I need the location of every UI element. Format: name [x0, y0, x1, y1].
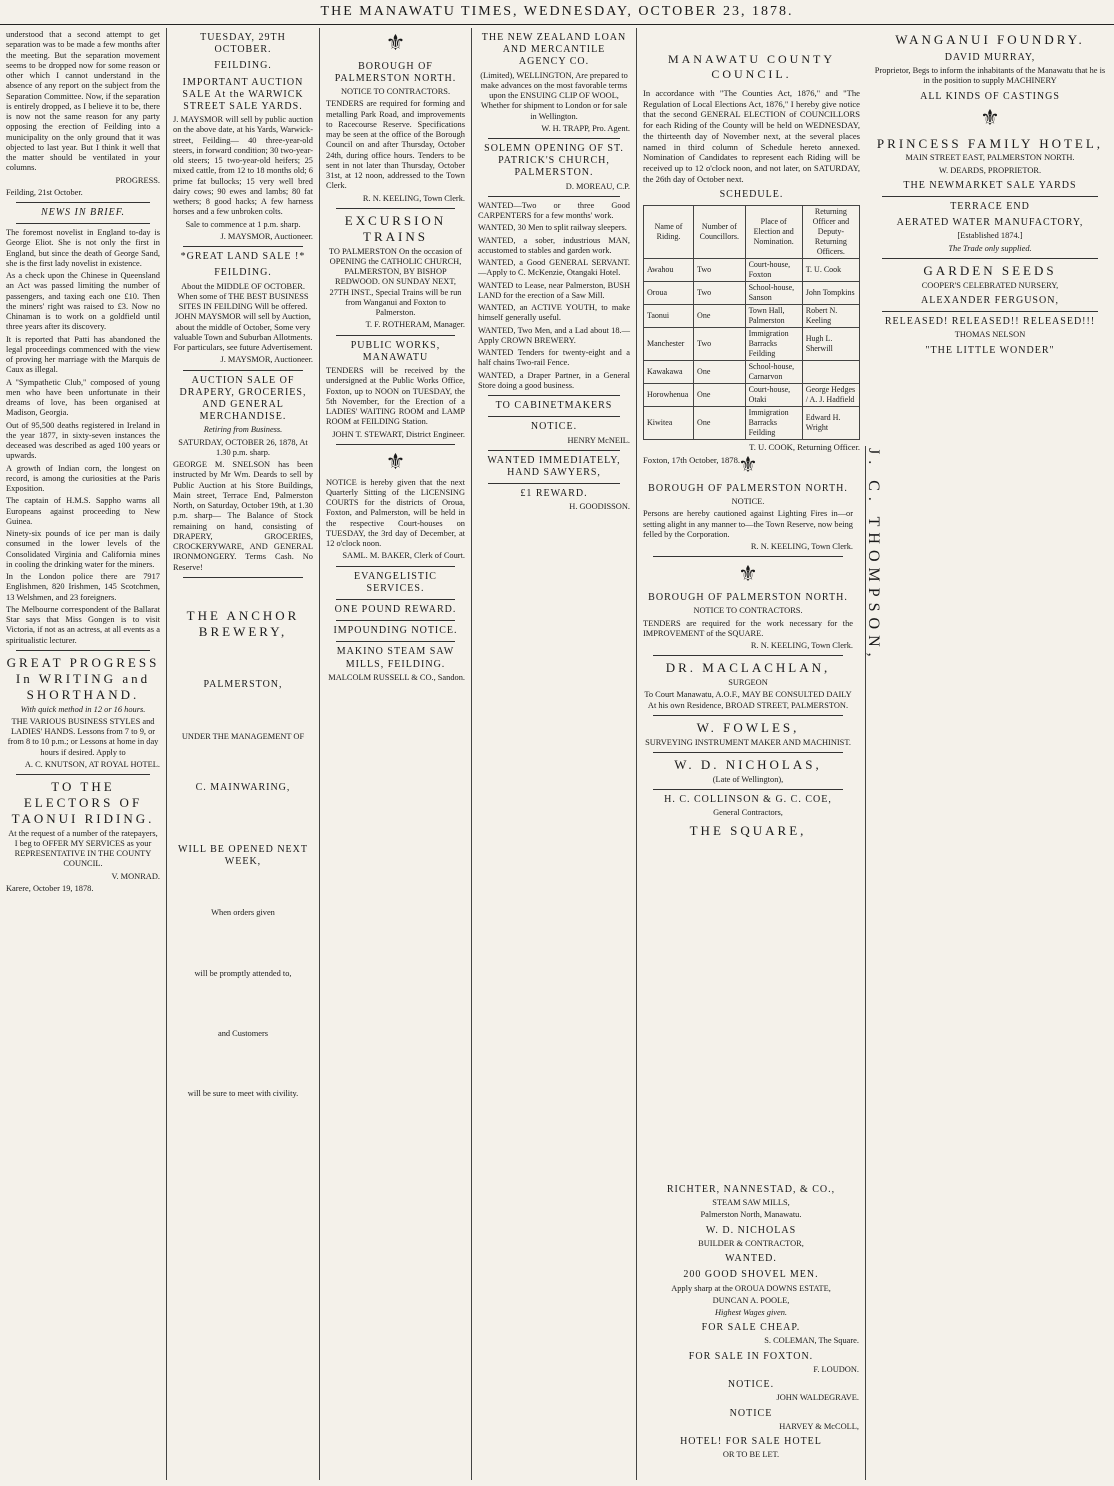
schedule-table [643, 205, 860, 440]
letter-body: understood that a second attempt to get separation was to be made a few months after the meeting. But the separation movement seems to be dropped now for some reason or other which I cannot understand in the absence of any report on the subject from the Separation Committee. Now, if the separation is entirely dropped, as I believe it to be, there is now not the same reason for any party opposing the erection of Feilding into a municipality on the only ground that it was objected to last year. But I think it well that the matter should be ventilated in your columns. [6, 30, 160, 173]
news-item: In the London police there are 7917 Englishmen, 820 Irishmen, 145 Scotchmen, 13 Welshmen, and 23 foreigners. [6, 572, 160, 602]
news-item: The Melbourne correspondent of the Ballarat Star says that Miss Gongen is to visit Victoria, if not as an actress, at all events as a spiritualistic lecturer. [6, 604, 160, 645]
table-row [644, 328, 860, 361]
ad-wanted: WANTED, 30 Men to split railway sleepers. [478, 223, 627, 233]
ad-excursion-sign: T. F. ROTHERAM, Manager. [365, 320, 465, 330]
crest-icon: ⚜ [738, 452, 758, 477]
ad-makino-sign: MALCOLM RUSSELL & CO., Sandon. [328, 672, 465, 682]
ad-land-heading: *GREAT LAND SALE !* [180, 251, 306, 263]
cell: George Hedges / A. J. Hadfield [802, 384, 859, 407]
ad-auction-body: J. MAYSMOR will sell by public auction on the above date, at his Yards, Warwick-street, Feilding— 40 three-year-old steers, in forward condition; 30 two-year-old steers; 15 two-year-old heifers; 25 mixed cattle, from 12 to 18 months old; 6 prime fat bullocks; 15 very well bred dairy cows; 90 ewes and lambs; 80 fat wethers; 8 good hacks; A few harness horses and a few unbroken colts. [173, 115, 313, 217]
letter-date: Feilding, 21st October. [6, 187, 83, 197]
ad-drapery-body: GEORGE M. SNELSON has been instructed by Mr Wm. Deards to sell by Public Auction at his Store Buildings, Main street, Terrace End, Palmerston North, on Saturday, October 19th, at 1.30 p.m. sharp— The Balance of Stock remaining on hand, consisting of DRAPERY, GROCERIES, CROCKERYWARE, AND GENERAL IRONMONGERY. Terms Cash. No Reserve! [173, 460, 313, 572]
ad-reward-heading: ONE POUND REWARD. [334, 604, 457, 615]
ad-wanted: WANTED, a Draper Partner, in a General Store doing a good business. [478, 370, 630, 390]
schedule-header: Name of Riding. [644, 206, 694, 259]
schedule-title: SCHEDULE. [719, 188, 784, 200]
ad-nicholas-sub: (Late of Wellington), [712, 774, 784, 784]
ad-pw-heading: PUBLIC WORKS, MANAWATU [350, 339, 441, 363]
column-2 [167, 28, 319, 1480]
ad-drapery-heading: AUCTION SALE OF DRAPERY, GROCERIES, AND GENERAL MERCHANDISE. [179, 374, 307, 423]
news-item: Ninety-six pounds of ice per man is daily consumed in the lower levels of the Consolidated Virginia and California mines in cooling the drinking water for the miners. [6, 529, 160, 569]
schedule-header: Returning Officer and Deputy-Returning Officers. [802, 206, 859, 259]
cell: Immigration Barracks Feilding [745, 328, 802, 361]
ad-progress-heading: GREAT PROGRESS In WRITING and SHORTHAND. [6, 654, 160, 702]
ad-evang-heading: EVANGELISTIC SERVICES. [354, 570, 437, 594]
news-item: The captain of H.M.S. Sappho warns all Europeans against proceeding to New Guinea. [6, 496, 160, 526]
ad-nelson: THOMAS NELSON [954, 330, 1026, 340]
ad-nicholas-heading: W. D. NICHOLAS, [674, 757, 822, 772]
ad-solemn-heading: SOLEMN OPENING OF ST. PATRICK'S CHURCH, PALMERSTON. [484, 143, 624, 179]
ad-richter: RICHTER, NANNESTAD, & CO., [666, 1184, 836, 1195]
ad-wanted: WANTED—Two or three Good CARPENTERS for a few months' work. [478, 200, 630, 221]
ad-collinson-sub: General Contractors, [713, 808, 783, 818]
cell: Taonui [644, 305, 694, 328]
cell: Oroua [644, 282, 694, 305]
county-title: MANAWATU COUNTY COUNCIL. [667, 52, 836, 81]
ad-anchor-civil: will be sure to meet with civility. [187, 1089, 299, 1099]
ad-borough-heading: BOROUGH OF PALMERSTON NORTH. [334, 60, 457, 85]
ad-notice-body: Persons are hereby cautioned against Lighting Fires in—or setting alight in any manner to—the Town Reserve, now being felled by the Corporation. [643, 509, 853, 539]
ad-notice-sign: HENRY McNEIL. [567, 435, 630, 445]
crest-icon: ⚜ [980, 104, 1000, 130]
news-item: A growth of Indian corn, the longest on record, is among the curiosities at the Paris Exposition. [6, 463, 160, 494]
ad-richter-place: Palmerston North, Manawatu. [700, 1210, 802, 1220]
ad-place: FEILDING. [214, 60, 272, 72]
cell: Town Hall, Palmerston [745, 305, 802, 328]
ad-cheap-sign: S. COLEMAN, The Square. [764, 1336, 859, 1346]
cell: Hugh L. Sherwill [802, 328, 859, 361]
ad-est: [Established 1874.] [957, 231, 1023, 241]
ad-newmarket: THE NEWMARKET SALE YARDS [903, 179, 1077, 191]
ad-princess-place: MAIN STREET EAST, PALMERSTON NORTH. [905, 153, 1075, 163]
cell: One [694, 407, 746, 440]
cell: One [694, 384, 746, 407]
table-row [644, 407, 860, 440]
news-item: As a check upon the Chinese in Queensland an Act was passed limiting the number of passengers, and taxing each one £10. Then the miners' right was raised to £3. Now no Chinaman is to work on a goldfield until three years after its discovery. [6, 271, 160, 332]
ad-ferguson: ALEXANDER FERGUSON, [921, 295, 1059, 307]
ad-castings: ALL KINDS OF CASTINGS [920, 90, 1060, 102]
ad-anchor-attend: will be promptly attended to, [194, 968, 292, 978]
ad-auction-heading: IMPORTANT AUCTION SALE At the WARWICK STREET SALE YARDS. [182, 76, 304, 112]
ad-nicholas2: W. D. NICHOLAS [705, 1224, 797, 1236]
ad-contract-body: TENDERS are required for the work necessary for the IMPROVEMENT of the SQUARE. [643, 618, 853, 638]
schedule-header: Place of Election and Nomination. [745, 206, 802, 259]
ad-borough-heading: BOROUGH OF PALMERSTON NORTH. [648, 482, 848, 494]
schedule-header: Number of Councillors. [694, 206, 746, 259]
ad-excursion-body: TO PALMERSTON On the occasion of OPENING the CATHOLIC CHURCH, PALMERSTON, BY BISHOP REDWOOD. ON SUNDAY NEXT, 27TH INST., Special Trains will be run from Wanganui and Foxton to Palmerston. [328, 246, 463, 318]
ad-fowles-heading: W. FOWLES, [696, 719, 800, 735]
ad-nicholas2-sub: BUILDER & CONTRACTOR, [698, 1238, 804, 1248]
cell: Kawakawa [644, 361, 694, 384]
ad-garden: GARDEN SEEDS [923, 262, 1057, 278]
ad-date: TUESDAY, 29TH OCTOBER. [200, 32, 286, 56]
ad-foundry-body: Proprietor, Begs to inform the inhabitants of the Manawatu that he is in the position to supply MACHINERY [874, 66, 1106, 86]
crest-icon: ⚜ [738, 561, 758, 587]
ad-borough2-heading: BOROUGH OF PALMERSTON NORTH. [648, 592, 848, 604]
ad-licensing-body: NOTICE is hereby given that the next Quarterly Sitting of the LICENSING COURTS for the districts of Oroua, Foxton, and Palmerston, will be held in the respective Court-houses on TUESDAY, the 3rd day of December, at 12 o'clock noon. [326, 477, 465, 549]
cell: Edward H. Wright [802, 407, 859, 440]
ad-notice3: NOTICE. [727, 1379, 775, 1391]
column-1 [0, 28, 166, 1480]
ad-drapery-sub: Retiring from Business. [203, 425, 283, 435]
ad-released: RELEASED! RELEASED!! RELEASED!!! [884, 316, 1096, 328]
ad-wanted2: WANTED. [725, 1253, 777, 1265]
ad-makino-heading: MAKINO STEAM SAW MILLS, FEILDING. [336, 646, 455, 670]
news-title: NEWS IN BRIEF. [40, 207, 126, 218]
ad-foundry-owner: DAVID MURRAY, [944, 51, 1036, 63]
ad-notice-sign: R. N. KEELING, Town Clerk. [750, 542, 853, 552]
ad-notice-heading: NOTICE. [731, 497, 765, 507]
ad-wonder: "THE LITTLE WONDER" [925, 344, 1055, 356]
cell: Two [694, 328, 746, 361]
ad-maclachlan-heading: DR. MACLACHLAN, [665, 660, 831, 676]
cell: School-house, Carnarvon [745, 361, 802, 384]
county-sign: T. U. COOK, Returning Officer. [749, 442, 860, 453]
ad-licensing-sign: SAML. M. BAKER, Clerk of Court. [342, 551, 465, 561]
ad-progress-sign: A. C. KNUTSON, AT ROYAL HOTEL. [24, 759, 160, 769]
ad-anchor-open: WILL BE OPENED NEXT WEEK, [178, 844, 308, 868]
ad-wanted: WANTED, Two Men, and a Lad about 18.—Apply CROWN BREWERY. [478, 325, 630, 345]
ad-progress-sub: With quick method in 12 or 16 hours. [20, 704, 146, 714]
ad-drapery-date: SATURDAY, OCTOBER 26, 1878, At 1.30 p.m. sharp. [178, 437, 308, 457]
ad-land-place: FEILDING. [214, 267, 272, 279]
cell: School-house, Sanson [745, 282, 802, 305]
ad-solemn-sign: D. MOREAU, C.P. [565, 181, 630, 191]
cell: Court-house, Foxton [745, 259, 802, 282]
ad-land-sign: J. MAYSMOR, Auctioneer. [220, 355, 313, 365]
cell: T. U. Cook [802, 259, 859, 282]
ad-electors-heading: TO THE ELECTORS OF TAONUI RIDING. [11, 779, 155, 826]
ad-fowles-body: SURVEYING INSTRUMENT MAKER AND MACHINIST. [645, 737, 851, 747]
table-row [644, 361, 860, 384]
column-5b [637, 1180, 865, 1480]
table-row [644, 282, 860, 305]
county-date: Foxton, 17th October, 1878. [643, 454, 741, 465]
ad-nz-sign: W. H. TRAPP, Pro. Agent. [541, 123, 630, 133]
ad-anchor-cust: and Customers [217, 1028, 268, 1038]
ad-pw-body: TENDERS will be received by the undersigned at the Public Works Office, Foxton, up to NOON on TUESDAY, the 5th November, for the Erection of a LADIES' WAITING ROOM and LAMP ROOM at FEILDING Station. [326, 366, 465, 427]
cell: Manchester [644, 328, 694, 361]
ad-anchor-name: C. MAINWARING, [195, 781, 291, 793]
cell: One [694, 361, 746, 384]
ad-pw-sign: JOHN T. STEWART, District Engineer. [332, 429, 465, 439]
ad-reward-sign: H. GOODISSON. [569, 502, 630, 512]
ad-trade: The Trade only supplied. [948, 243, 1032, 253]
ad-electors-sign: V. MONRAD. [111, 871, 160, 881]
ad-wanted: WANTED Tenders for twenty-eight and a half chains Two-rail Fence. [478, 348, 630, 368]
ad-nz-body: (Limited), WELLINGTON, Are prepared to make advances on the most favorable terms upon the ENSUING CLIP OF WOOL, Whether for shipment to London or for sale in Wellington. [480, 70, 628, 121]
ad-collinson-heading: H. C. COLLINSON & G. C. COE, [664, 794, 832, 806]
ad-progress-body: THE VARIOUS BUSINESS STYLES and LADIES' HANDS. Lessons from 7 to 9, or from 8 to 10 p.m.; or Lessons at home in day hours if desired. Apply to [7, 716, 159, 757]
ad-notice3-sign: JOHN WALDEGRAVE. [776, 1393, 859, 1403]
crest-icon: ⚜ [385, 30, 406, 55]
cell: Court-house, Otaki [745, 384, 802, 407]
column-3 [320, 28, 471, 1480]
ad-contract-heading: NOTICE TO CONTRACTORS. [693, 606, 803, 616]
ad-shovel: 200 GOOD SHOVEL MEN. [683, 1269, 819, 1281]
cell: Robert N. Keeling [802, 305, 859, 328]
ad-anchor-mgmt: UNDER THE MANAGEMENT OF [181, 731, 305, 741]
ad-hotel: HOTEL! FOR SALE HOTEL [680, 1436, 822, 1447]
table-row [644, 259, 860, 282]
ad-anchor-orders: When orders given [211, 908, 275, 918]
ad-notice-heading: NOTICE TO CONTRACTORS. [340, 87, 451, 97]
ad-cheap: FOR SALE CHEAP. [701, 1322, 801, 1334]
ad-sawyers-heading: WANTED IMMEDIATELY, HAND SAWYERS, [487, 454, 621, 478]
masthead: THE MANAWATU TIMES, WEDNESDAY, OCTOBER 23, 1878. [0, 0, 1114, 25]
news-item: Out of 95,500 deaths registered in Ireland in the year 1877, in sixty-seven instances the deceased was described as aged 100 years or upwards. [6, 420, 160, 461]
ad-aerated: AERATED WATER MANUFACTORY, [896, 217, 1084, 229]
table-row [644, 305, 860, 328]
ad-foxton: FOR SALE IN FOXTON. [688, 1350, 814, 1362]
ad-square: THE SQUARE, [689, 822, 807, 838]
ad-notice-sign: R. N. KEELING, Town Clerk. [362, 193, 465, 203]
cell: Horowhenua [644, 384, 694, 407]
ad-notice4: NOTICE [729, 1407, 773, 1419]
letter-sign: PROGRESS. [115, 175, 160, 185]
table-row [644, 384, 860, 407]
ad-poole: DUNCAN A. POOLE, [712, 1295, 790, 1305]
cell: John Tompkins [802, 282, 859, 305]
ad-harvey: HARVEY & McCOLL, [779, 1421, 859, 1431]
ad-anchor-place: PALMERSTON, [203, 679, 283, 691]
ad-contract-sign: R. N. KEELING, Town Clerk. [750, 641, 853, 651]
ad-auction-sign: J. MAYSMOR, Auctioneer. [220, 231, 313, 241]
ad-impound-heading: IMPOUNDING NOTICE. [333, 625, 458, 637]
ad-electors-date: Karere, October 19, 1878. [6, 883, 94, 893]
ad-notice-heading: NOTICE. [530, 421, 578, 433]
ad-terrace: TERRACE END [950, 201, 1030, 213]
cell: Two [694, 282, 746, 305]
ad-deards: W. DEARDS, PROPRIETOR. [938, 165, 1042, 175]
ad-auction-time: Sale to commence at 1 p.m. sharp. [185, 219, 301, 229]
ad-wanted: WANTED to Lease, near Palmerston, BUSH LAND for the erection of a Saw Mill. [478, 280, 630, 300]
ad-princess-heading: PRINCESS FAMILY HOTEL, [876, 135, 1104, 151]
news-item: A "Sympathetic Club," composed of young men who have been unfortunate in their dreams of love, has been organised at Madison, Georgia. [6, 377, 160, 418]
news-item: It is reported that Patti has abandoned the legal proceedings commenced with the view of proving her marriage with the Marquis de Caux as illegal. [6, 334, 160, 375]
ad-foundry-heading: WANGANUI FOUNDRY. [895, 32, 1085, 47]
cell: Immigration Barracks Feilding [745, 407, 802, 440]
cell: Kiwitea [644, 407, 694, 440]
cell [802, 361, 859, 384]
ad-loudon: F. LOUDON. [813, 1364, 859, 1374]
cell: One [694, 305, 746, 328]
ad-wanted: WANTED, an ACTIVE YOUTH, to make himself generally useful. [478, 303, 630, 323]
ad-hotel-sub: OR TO BE LET. [722, 1450, 780, 1460]
ad-electors-body: At the request of a number of the ratepayers, I beg to OFFER MY SERVICES as your REPRESENTATIVE IN THE COUNTY COUNCIL. [8, 828, 158, 869]
column-6 [866, 28, 1114, 1480]
ad-shovel-body: Apply sharp at the OROUA DOWNS ESTATE, [671, 1283, 831, 1293]
column-4 [472, 28, 636, 1480]
ad-thompson-vertical: J. C. THOMPSON, [865, 447, 882, 663]
ad-surgeon: SURGEON [728, 678, 768, 688]
ad-wanted: WANTED, a sober, industrious MAN, accustomed to stables and garden work. [478, 235, 630, 255]
ad-notice-body: TENDERS are required for forming and metalling Park Road, and improvements to Racecourse Reserve. Specifications may be seen at the office of the Borough Council on and after Thursday, October 24th, during office hours. Tenders to be sent in not later than Thursday, October 31st, at 12 noon, addressed to the Town Clerk. [326, 99, 465, 191]
ad-land-body: About the MIDDLE OF OCTOBER. When some of THE BEST BUSINESS SITES IN FEILDING Will be offered. JOHN MAYSMOR will sell by Auction, about the middle of October, Some very valuable Town and Suburban Allotments. For particulars, see future Advertisement. [173, 281, 313, 352]
ad-wanted: WANTED, a Good GENERAL SERVANT.—Apply to C. McKenzie, Otangaki Hotel. [478, 258, 630, 278]
ad-wages: Highest Wages given. [714, 1308, 788, 1317]
ad-cabinet-heading: TO CABINETMAKERS [495, 400, 613, 412]
county-council-notice [637, 28, 866, 465]
news-item: The foremost novelist in England to-day is George Eliot. She is not only the first in England, but since the death of George Sand, she is the first lady novelist in existence. [6, 228, 160, 268]
cell: Awahou [644, 259, 694, 282]
cell: Two [694, 259, 746, 282]
ad-excursion-heading: EXCURSION TRAINS [344, 212, 447, 244]
ad-surgeon-body: To Court Manawatu, A.O.F., MAY BE CONSULTED DAILY At his own Residence, BROAD STREET, PALMERSTON. [644, 690, 852, 710]
ad-coopers: COOPER'S CELEBRATED NURSERY, [921, 280, 1059, 290]
ad-richter-sub: STEAM SAW MILLS, [712, 1198, 790, 1208]
ad-nz-heading: THE NEW ZEALAND LOAN AND MERCANTILE AGENCY CO. [481, 32, 627, 68]
ad-reward-heading: £1 REWARD. [520, 488, 588, 500]
crest-icon: ⚜ [385, 448, 406, 474]
county-body: In accordance with "The Counties Act, 1876," and "The Regulation of Local Elections Act, 1876," I hereby give notice that the second GENERAL ELECTION of COUNCILLORS for each Riding of the County will be held on WEDNESDAY, the thirteenth day of November next, at the several places named in third column of Schedule hereto annexed. Nomination of Candidates to represent each Riding will be received up to 12 o'clock noon, and not later, on SATURDAY, the 26th day of October next. [643, 88, 860, 184]
ad-anchor-heading: THE ANCHOR BREWERY, [186, 607, 300, 639]
